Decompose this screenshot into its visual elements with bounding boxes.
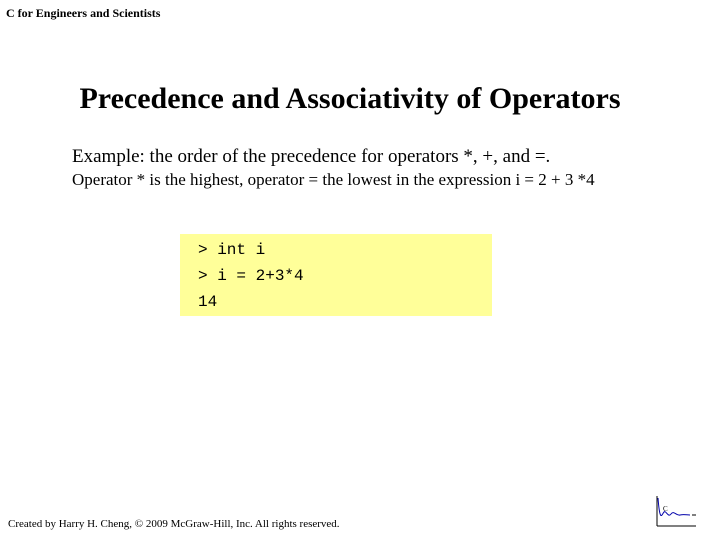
copyright-footer: Created by Harry H. Cheng, © 2009 McGraw-Hill, Inc. All rights reserved.: [8, 518, 340, 530]
example-text: Example: the order of the precedence for operators *, +, and =.: [72, 146, 551, 167]
code-line-1: > int i: [198, 241, 266, 259]
slide-title: Precedence and Associativity of Operators: [79, 82, 621, 115]
code-line-2: > i = 2+3*4: [198, 267, 304, 285]
code-line-3: 14: [198, 293, 218, 311]
slide-header: C for Engineers and Scientists: [6, 6, 161, 20]
svg-text:C: C: [663, 505, 668, 513]
code-block: [180, 234, 492, 316]
ch-logo-icon: [654, 494, 698, 528]
explanation-text: Operator * is the highest, operator = the lowest in the expression i = 2 + 3 *4: [72, 170, 595, 189]
